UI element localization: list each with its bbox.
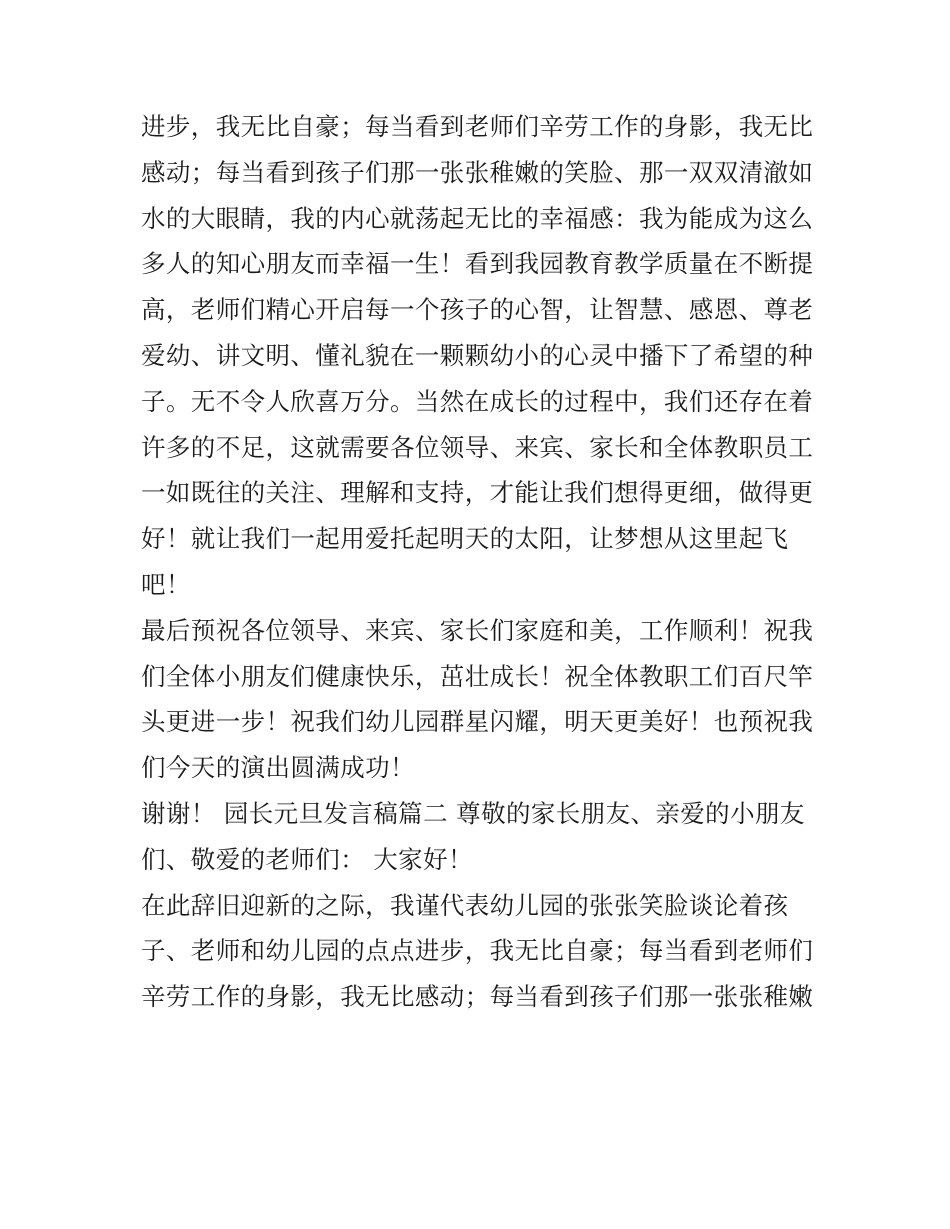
text-line: 辛劳工作的身影，我无比感动；每当看到孩子们那一张张稚嫩 <box>141 982 814 1012</box>
text-line: 水的大眼睛，我的内心就荡起无比的幸福感：我为能成为这么 <box>141 203 814 233</box>
text-line: 多人的知心朋友而幸福一生！看到我园教育教学质量在不断提 <box>141 249 814 279</box>
text-line: 们今天的演出圆满成功！ <box>141 753 415 783</box>
text-line: 头更进一步！祝我们幼儿园群星闪耀，明天更美好！也预祝我 <box>141 707 814 737</box>
text-line: 感动；每当看到孩子们那一张张稚嫩的笑脸、那一双双清澈如 <box>141 157 814 187</box>
text-line: 们全体小朋友们健康快乐，茁壮成长！祝全体教职工们百尺竿 <box>141 661 814 691</box>
text-line: 吧！ <box>141 569 191 599</box>
text-line: 进步，我无比自豪；每当看到老师们辛劳工作的身影，我无比 <box>141 112 814 141</box>
text-line: 子。无不令人欣喜万分。当然在成长的过程中，我们还存在着 <box>141 386 814 416</box>
text-line: 在此辞旧迎新的之际，我谨代表幼儿园的张张笑脸谈论着孩 <box>141 890 789 920</box>
text-line: 许多的不足，这就需要各位领导、来宾、家长和全体教职员工 <box>141 432 814 462</box>
text-line: 子、老师和幼儿园的点点进步，我无比自豪；每当看到老师们 <box>141 936 814 966</box>
text-line: 好！就让我们一起用爱托起明天的太阳，让梦想从这里起飞 <box>141 524 789 554</box>
text-line: 一如既往的关注、理解和支持，才能让我们想得更细，做得更 <box>141 478 814 508</box>
text-line: 们、敬爱的老师们： 大家好！ <box>141 844 473 874</box>
text-line: 爱幼、讲文明、懂礼貌在一颗颗幼小的心灵中播下了希望的种 <box>141 340 814 370</box>
text-line: 高，老师们精心开启每一个孩子的心智，让智慧、感恩、尊老 <box>141 295 814 325</box>
body-text <box>141 104 821 1020</box>
text-line: 最后预祝各位领导、来宾、家长们家庭和美，工作顺利！祝我 <box>141 615 814 645</box>
text-line: 谢谢！ 园长元旦发言稿篇二 尊敬的家长朋友、亲爱的小朋友 <box>141 798 805 828</box>
